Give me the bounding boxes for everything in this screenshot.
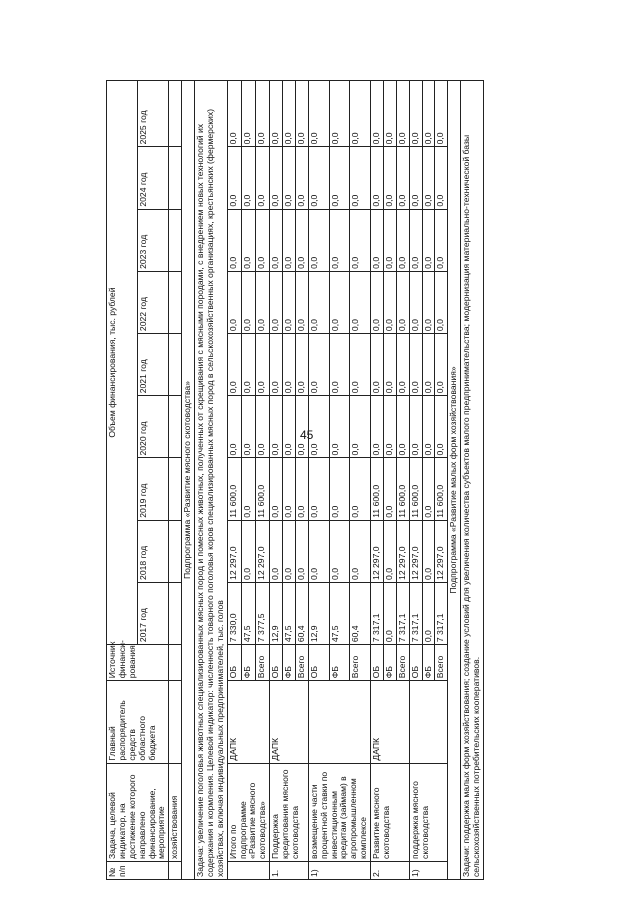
amount-cell: 0,0 [422,396,435,458]
amount-cell: 0,0 [270,520,283,582]
amount-cell: 0,0 [329,458,350,520]
data-rows [227,81,448,880]
amount-cell: 0,0 [435,209,448,271]
amount-cell: 0,0 [308,520,329,582]
funding-source: Всего [350,645,371,681]
amount-cell: 0,0 [283,458,296,520]
amount-cell: 0,0 [270,396,283,458]
amount-cell: 12 297,0 [371,520,384,582]
amount-cell: 0,0 [396,334,409,396]
amount-cell: 47,5 [329,582,350,644]
amount-cell: 0,0 [329,81,350,147]
amount-cell: 0,0 [283,209,296,271]
amount-cell: 0,0 [396,209,409,271]
funding-table-rotated [106,80,616,880]
amount-cell: 7 317,1 [396,582,409,644]
funding-source: ОБ [227,645,241,681]
empty-cell [169,209,182,271]
amount-cell: 0,0 [383,334,396,396]
amount-cell: 0,0 [270,458,283,520]
amount-cell: 0,0 [241,209,255,271]
amount-cell: 0,0 [409,334,422,396]
amount-cell: 0,0 [422,209,435,271]
header-task: Задача, целевой индикатор, на достижение которого направлено финансирование, мероприятие [107,763,169,861]
funding-source: ОБ [371,645,384,681]
amount-cell: 0,0 [255,209,269,271]
amount-cell: 0,0 [350,458,371,520]
funding-source: ФБ [329,645,350,681]
amount-cell: 0,0 [371,209,384,271]
row-number: 1. [270,861,309,879]
amount-cell: 0,0 [422,520,435,582]
amount-cell: 0,0 [350,147,371,209]
row-name: Развитие мясного скотоводства [371,763,410,861]
amount-cell: 0,0 [371,81,384,147]
amount-cell: 0,0 [350,520,371,582]
amount-cell: 0,0 [255,147,269,209]
amount-cell: 0,0 [241,147,255,209]
amount-cell: 0,0 [227,396,241,458]
header-row-1 [107,81,138,880]
amount-cell: 7 317,1 [371,582,384,644]
row-manager: ДАПК [270,681,309,763]
table-row [270,81,283,880]
empty-cell [169,147,182,209]
amount-cell: 0,0 [329,520,350,582]
amount-cell: 0,0 [283,81,296,147]
amount-cell: 0,0 [308,81,329,147]
amount-cell: 0,0 [383,582,396,644]
amount-cell: 12 297,0 [409,520,422,582]
amount-cell: 0,0 [270,81,283,147]
amount-cell: 0,0 [409,209,422,271]
amount-cell: 0,0 [409,271,422,333]
page-number: 45 [300,428,314,442]
funding-source: ОБ [270,645,283,681]
header-source: Источник финанси-рования [107,645,169,681]
amount-cell: 0,0 [396,147,409,209]
row-manager [308,681,370,763]
subprogram-title-row [448,81,461,880]
amount-cell: 0,0 [350,396,371,458]
header-year: 2025 год [138,81,169,147]
amount-cell: 0,0 [270,334,283,396]
amount-cell: 12 297,0 [396,520,409,582]
amount-cell: 0,0 [329,147,350,209]
amount-cell: 0,0 [227,81,241,147]
amount-cell: 0,0 [255,271,269,333]
header-year: 2022 год [138,271,169,333]
amount-cell: 0,0 [295,520,308,582]
amount-cell: 0,0 [283,396,296,458]
amount-cell: 0,0 [396,81,409,147]
funding-table [106,80,484,880]
empty-cell [169,81,182,147]
header-no: № п/п [107,861,169,879]
amount-cell: 0,0 [396,271,409,333]
funding-source: ФБ [383,645,396,681]
amount-cell: 0,0 [241,458,255,520]
amount-cell: 0,0 [295,81,308,147]
amount-cell: 0,0 [329,209,350,271]
amount-cell: 0,0 [227,147,241,209]
amount-cell: 0,0 [295,209,308,271]
task-row [195,81,228,880]
table-row [308,81,329,880]
amount-cell: 0,0 [283,520,296,582]
amount-cell: 0,0 [295,458,308,520]
amount-cell: 0,0 [422,582,435,644]
row-manager [409,681,448,763]
empty-cell [169,396,182,458]
amount-cell: 7 317,1 [409,582,422,644]
row-name: поддержка мясного скотоводства [409,763,448,861]
amount-cell: 12,9 [270,582,283,644]
amount-cell: 0,0 [422,458,435,520]
amount-cell: 60,4 [350,582,371,644]
amount-cell: 0,0 [383,209,396,271]
header-year: 2019 год [138,458,169,520]
task-1-text [195,81,228,880]
amount-cell: 0,0 [308,209,329,271]
amount-cell: 0,0 [308,458,329,520]
empty-cell [169,334,182,396]
row-number: 2. [371,861,410,879]
amount-cell: 0,0 [295,147,308,209]
funding-source: ОБ [308,645,329,681]
empty-cell [169,458,182,520]
amount-cell: 7 317,1 [435,582,448,644]
amount-cell: 12 297,0 [227,520,241,582]
row-number: 1) [409,861,448,879]
amount-cell: 0,0 [270,271,283,333]
amount-cell: 0,0 [283,334,296,396]
amount-cell: 0,0 [435,334,448,396]
amount-cell: 0,0 [241,271,255,333]
amount-cell: 0,0 [227,334,241,396]
amount-cell: 12,9 [308,582,329,644]
row-number [227,861,270,879]
amount-cell: 0,0 [329,271,350,333]
amount-cell: 12 297,0 [435,520,448,582]
amount-cell: 0,0 [371,271,384,333]
header-year: 2023 год [138,209,169,271]
amount-cell: 0,0 [435,271,448,333]
funding-source: ФБ [241,645,255,681]
subprogram-1-title: Подпрограмма «Развитие мясного скотоводства» [182,81,195,880]
amount-cell: 0,0 [308,396,329,458]
amount-cell: 0,0 [409,396,422,458]
amount-cell: 0,0 [255,334,269,396]
amount-cell: 0,0 [435,147,448,209]
empty-cell [169,861,182,879]
amount-cell: 0,0 [350,81,371,147]
amount-cell: 60,4 [295,582,308,644]
amount-cell: 7 377,5 [255,582,269,644]
amount-cell: 0,0 [383,396,396,458]
empty-cell [169,520,182,582]
amount-cell: 0,0 [227,209,241,271]
amount-cell: 0,0 [241,334,255,396]
amount-cell: 0,0 [383,271,396,333]
header-year: 2024 год [138,147,169,209]
row-name: Поддержка кредитования мясного скотоводства [270,763,309,861]
row-manager: ДАПК [227,681,270,763]
amount-cell: 11 600,0 [409,458,422,520]
amount-cell: 11 600,0 [255,458,269,520]
amount-cell: 0,0 [371,396,384,458]
amount-cell: 0,0 [409,81,422,147]
amount-cell: 0,0 [409,147,422,209]
funding-source: Всего [295,645,308,681]
header-volume: Объем финансирования, тыс. рублей [107,81,138,645]
amount-cell: 7 330,0 [227,582,241,644]
funding-source: ОБ [409,645,422,681]
amount-cell: 0,0 [295,396,308,458]
amount-cell: 0,0 [255,396,269,458]
amount-cell: 0,0 [383,520,396,582]
continuation-row [169,81,182,880]
empty-cell [169,645,182,681]
task-row [461,81,484,880]
amount-cell: 0,0 [422,147,435,209]
amount-cell: 11 600,0 [371,458,384,520]
subprogram-title-row [182,81,195,880]
table-row [409,81,422,880]
amount-cell: 0,0 [308,271,329,333]
task-1-indicator: Целевой индикатор: численность товарного поголовья коров специализированных мясных пород в сельскохозяйственных организациях, крестьянских (фермерских) хозяйствах, включая индивидуальных предпринимателей, тыс. голов [204,109,225,877]
row-name: возмещение части процентной ставки по инвестиционным кредитам (займам) в агропромышленном комплексе [308,763,370,861]
amount-cell: 0,0 [329,334,350,396]
amount-cell: 0,0 [241,396,255,458]
amount-cell: 0,0 [350,334,371,396]
table-row [227,81,241,880]
amount-cell: 47,5 [241,582,255,644]
amount-cell: 0,0 [383,81,396,147]
empty-cell [169,681,182,763]
row-name: Итого по подпрограмме «Развитие мясного скотоводства» [227,763,270,861]
amount-cell: 11 600,0 [227,458,241,520]
amount-cell: 0,0 [227,271,241,333]
funding-source: ФБ [422,645,435,681]
task-2-text: Задачи: поддержка малых форм хозяйствования; создание условий для увеличения количества субъектов малого предпринимательства; модернизация материально-технической базы сельскохозяйственных потребительских кооперативов. [461,81,484,880]
amount-cell: 12 297,0 [255,520,269,582]
amount-cell: 0,0 [422,81,435,147]
amount-cell: 47,5 [283,582,296,644]
amount-cell: 0,0 [329,396,350,458]
funding-source: Всего [396,645,409,681]
amount-cell: 0,0 [350,209,371,271]
amount-cell: 0,0 [371,147,384,209]
amount-cell: 0,0 [295,334,308,396]
amount-cell: 0,0 [270,209,283,271]
amount-cell: 0,0 [283,271,296,333]
header-year: 2020 год [138,396,169,458]
amount-cell: 0,0 [350,271,371,333]
header-year: 2018 год [138,520,169,582]
amount-cell: 0,0 [241,81,255,147]
amount-cell: 11 600,0 [435,458,448,520]
amount-cell: 11 600,0 [396,458,409,520]
continuation-text: хозяйствования [169,763,182,861]
amount-cell: 0,0 [422,271,435,333]
empty-cell [169,271,182,333]
amount-cell: 0,0 [435,81,448,147]
row-number: 1) [308,861,370,879]
header-year: 2021 год [138,334,169,396]
funding-source: Всего [255,645,269,681]
amount-cell: 0,0 [308,334,329,396]
amount-cell: 0,0 [422,334,435,396]
amount-cell: 0,0 [383,147,396,209]
funding-source: ФБ [283,645,296,681]
row-manager: ДАПК [371,681,410,763]
amount-cell: 0,0 [396,396,409,458]
amount-cell: 0,0 [241,520,255,582]
amount-cell: 0,0 [283,147,296,209]
funding-source: Всего [435,645,448,681]
amount-cell: 0,0 [435,396,448,458]
header-manager: Главный распорядитель средств областного бюджета [107,681,169,763]
amount-cell: 0,0 [255,81,269,147]
amount-cell: 0,0 [270,147,283,209]
amount-cell: 0,0 [308,147,329,209]
subprogram-2-title: Подпрограмма «Развитие малых форм хозяйствования» [448,81,461,880]
empty-cell [169,582,182,644]
task-1-goal: Задача: увеличение поголовья животных специализированных мясных пород и помесных животных, полученных от скрещивания с мясными породами, с внедрением новых технологий их содержания и кормления. [195,123,215,877]
table-row [371,81,384,880]
amount-cell: 0,0 [383,458,396,520]
header-year: 2017 год [138,582,169,644]
amount-cell: 0,0 [295,271,308,333]
amount-cell: 0,0 [371,334,384,396]
